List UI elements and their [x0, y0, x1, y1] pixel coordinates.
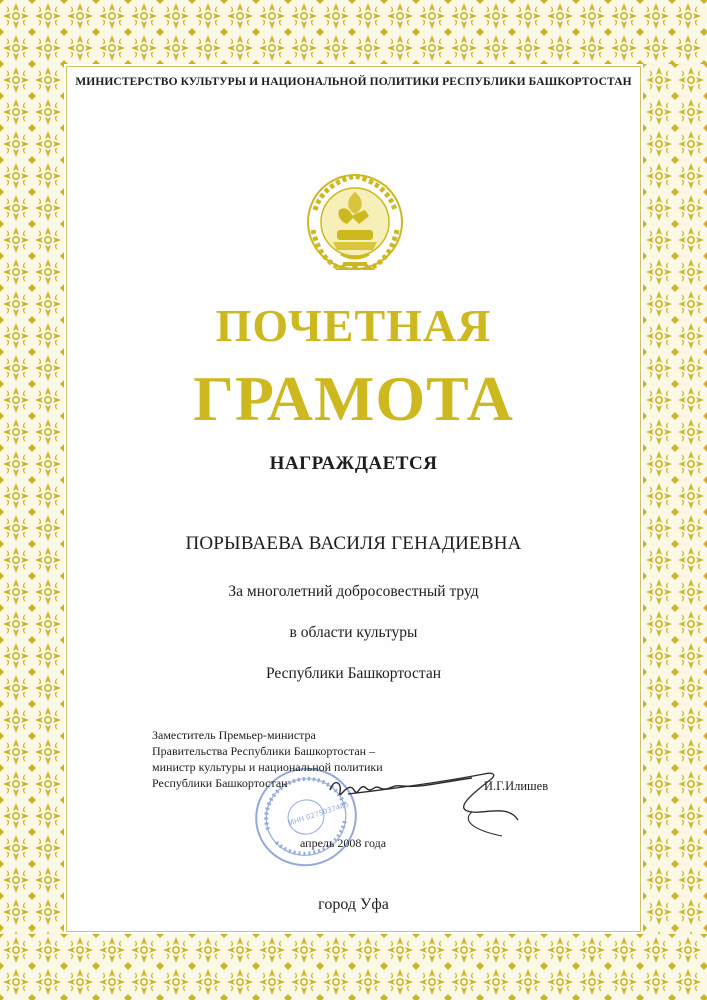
signatory-position-line: министр культуры и национальной политики	[152, 760, 383, 774]
title-line-2: ГРАМОТА	[193, 363, 514, 434]
title-line-1: ПОЧЕТНАЯ	[215, 300, 492, 351]
ornament-border-top	[0, 0, 707, 64]
reason-line: За многолетний добросовестный труд	[228, 583, 479, 600]
bashkortostan-coat-of-arms-icon	[303, 170, 407, 282]
recipient-name: ПОРЫВАЕВА ВАСИЛЯ ГЕНАДИЕВНА	[185, 533, 522, 554]
awarded-heading: НАГРАЖДАЕТСЯ	[269, 453, 438, 474]
reason-line: в области культуры	[289, 624, 418, 641]
signatory-position-line: Правительства Республики Башкортостан –	[152, 744, 376, 758]
issue-date: апрель 2008 года	[300, 836, 387, 850]
ministry-header: МИНИСТЕРСТВО КУЛЬТУРЫ И НАЦИОНАЛЬНОЙ ПОЛИТИКИ РЕСПУБЛИКИ БАШКОРТОСТАН	[75, 76, 632, 88]
ornament-border-left	[0, 64, 64, 934]
issue-city: город Уфа	[318, 896, 389, 913]
signatory-position-line: Республики Башкортостан	[152, 776, 288, 790]
reason-line: Республики Башкортостан	[265, 665, 442, 682]
signatory-position-line: Заместитель Премьер-министра	[152, 728, 316, 742]
seal-text: ИНН 0275037485	[287, 800, 350, 828]
ornament-border-right	[643, 64, 707, 934]
ornament-border-bottom	[0, 934, 707, 1000]
signatory-name: И.Г.Илишев	[484, 779, 549, 793]
